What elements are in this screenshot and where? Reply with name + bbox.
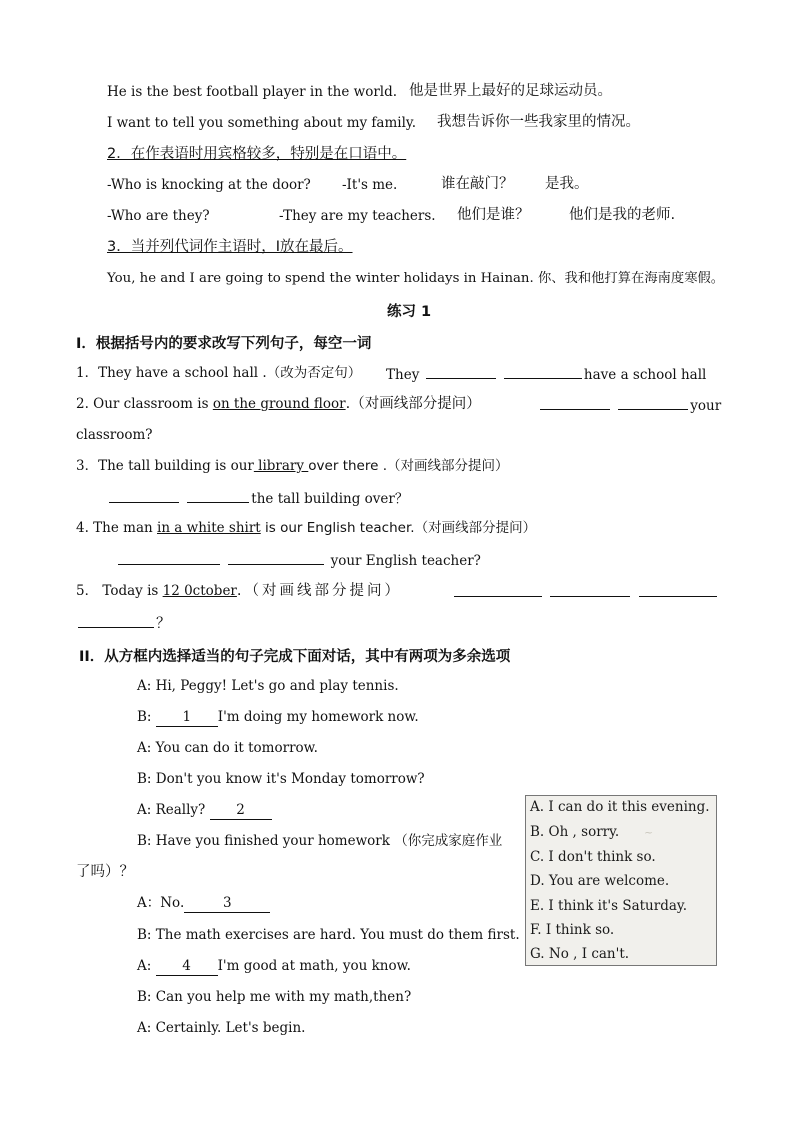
question-4-answer: [116, 550, 481, 570]
answer-blank[interactable]: [187, 488, 249, 503]
answer-blank[interactable]: [540, 395, 610, 410]
question-3-answer: [107, 488, 408, 508]
question-2: [76, 395, 481, 413]
question-5-continuation: [76, 613, 171, 633]
dialog-line-4: B: Don't you know it's Monday tomorrow?: [137, 771, 425, 787]
question-3-instruction: over there .（对画线部分提问）: [308, 458, 509, 474]
dialog-line-6-continuation: 了吗）？: [76, 864, 134, 880]
dialog-text: I'm doing my homework now.: [217, 709, 419, 725]
dialog-line-1: A: Hi, Peggy! Let's go and play tennis.: [137, 678, 399, 694]
dialog-speaker: B:: [137, 709, 156, 725]
scan-artifact: ~: [644, 826, 654, 839]
answer-blank[interactable]: [454, 582, 542, 597]
example-4-chinese-q: 他们是谁？: [457, 207, 530, 223]
option-g: G. No , I can't.: [530, 946, 630, 962]
dialog-line-2: [137, 708, 419, 727]
exercise-title: 练习 1: [387, 304, 432, 320]
question-4-prefix: 4. The man: [76, 520, 157, 536]
example-5: You, he and I are going to spend the winter holidays in Hainan. 你、我和他打算在海南度寒假。: [107, 271, 725, 286]
example-1-chinese: 他是世界上最好的足球运动员。: [409, 83, 612, 99]
answer-blank[interactable]: [228, 550, 324, 565]
question-1-lead: They: [386, 367, 420, 383]
question-3-prefix: 3．The tall building is our: [76, 458, 254, 474]
question-5: [76, 582, 402, 600]
dialog-line-5: [137, 801, 272, 820]
dialog-text: I'm good at math, you know.: [217, 958, 411, 974]
option-d: D. You are welcome.: [530, 873, 670, 889]
question-1-text: 1．They have a school hall .（改为否定句）: [76, 365, 362, 381]
answer-blank[interactable]: [109, 488, 179, 503]
answer-blank[interactable]: [550, 582, 630, 597]
dialog-blank-1[interactable]: 1: [156, 708, 218, 727]
example-3-chinese-q: 谁在敲门？: [441, 176, 514, 192]
option-a: A. I can do it this evening.: [530, 799, 710, 815]
answer-blank[interactable]: [639, 582, 717, 597]
rule-3: 3．当并列代词作主语时，I放在最后。: [107, 239, 353, 255]
answer-blank[interactable]: [504, 364, 582, 379]
dialog-line-8: B: The math exercises are hard. You must do them first.: [137, 927, 520, 943]
question-4: [76, 519, 536, 537]
dialog-speaker: A: Really?: [137, 802, 210, 818]
rule-2: 2．在作表语时用宾格较多，特别是在口语中。: [107, 146, 407, 162]
question-2-continuation: classroom?: [76, 427, 153, 443]
section-1-heading: I．根据括号内的要求改写下列句子，每空一词: [76, 336, 372, 352]
question-3-continuation: the tall building over？: [251, 491, 409, 507]
dialog-line-10: B: Can you help me with my math,then?: [137, 989, 412, 1005]
question-5-underlined-date: 12 0ctober: [162, 583, 237, 599]
answer-blank[interactable]: [118, 550, 220, 565]
question-5-end-mark: ？: [156, 616, 171, 632]
dialog-speaker: A：No.: [137, 895, 185, 911]
section-2-heading: II．从方框内选择适当的句子完成下面对话，其中有两项为多余选项: [79, 649, 511, 665]
dialog-line-6: [137, 832, 502, 850]
question-3-underlined-word: library: [253, 458, 309, 474]
example-3-question: -Who is knocking at the door?: [107, 177, 311, 193]
option-e: E. I think it's Saturday.: [530, 898, 688, 914]
dialog-text: B: Have you finished your homework （你完成家庭作业: [137, 833, 503, 849]
question-1-answer: [386, 364, 706, 384]
options-box: [525, 795, 717, 966]
question-2-answer: [538, 395, 721, 415]
dialog-blank-3[interactable]: 3: [184, 894, 270, 913]
question-2-instruction: .（对画线部分提问）: [345, 396, 481, 412]
question-1-tail: have a school hall: [583, 367, 707, 383]
example-3-chinese-a: 是我。: [545, 176, 589, 192]
example-2-chinese: 我想告诉你一些我家里的情况。: [437, 114, 640, 130]
example-sentence-2: I want to tell you something about my family.: [107, 115, 417, 131]
dialog-line-3: A: You can do it tomorrow.: [137, 740, 318, 756]
example-4-answer: -They are my teachers.: [279, 208, 436, 224]
answer-blank[interactable]: [426, 364, 496, 379]
question-4-underlined-phrase: in a white shirt: [157, 520, 261, 536]
question-4-continuation: your English teacher?: [326, 553, 481, 569]
question-5-prefix: 5． Today is: [76, 583, 163, 599]
answer-blank[interactable]: [618, 395, 688, 410]
question-2-prefix: 2. Our classroom is: [76, 396, 213, 412]
question-2-underlined-phrase: on the ground floor: [212, 396, 346, 412]
dialog-line-9: [137, 957, 411, 976]
example-4-chinese-a: 他们是我的老师.: [569, 207, 676, 223]
question-3: [76, 457, 509, 475]
question-1: [76, 364, 361, 382]
example-1-english: He is the best football player in the world.: [107, 84, 398, 100]
question-5-instruction: .（对画线部分提问）: [236, 583, 402, 599]
dialog-line-7: [137, 894, 270, 913]
dialog-speaker: A:: [137, 958, 156, 974]
question-5-answer: [452, 582, 719, 602]
question-4-instruction: is our English teacher.（对画线部分提问）: [260, 520, 537, 536]
answer-blank[interactable]: [78, 613, 154, 628]
dialog-blank-2[interactable]: 2: [210, 801, 272, 820]
example-sentence-1: [107, 83, 397, 101]
question-2-tail: your: [690, 398, 722, 414]
example-3-answer: -It's me.: [342, 177, 398, 193]
option-f: F. I think so.: [530, 922, 615, 938]
option-b: B. Oh , sorry.: [530, 824, 620, 840]
dialog-blank-4[interactable]: 4: [156, 957, 218, 976]
dialog-line-11: A: Certainly. Let's begin.: [137, 1020, 306, 1036]
option-c: C. I don't think so.: [530, 849, 656, 865]
example-4-question: -Who are they?: [107, 208, 210, 224]
